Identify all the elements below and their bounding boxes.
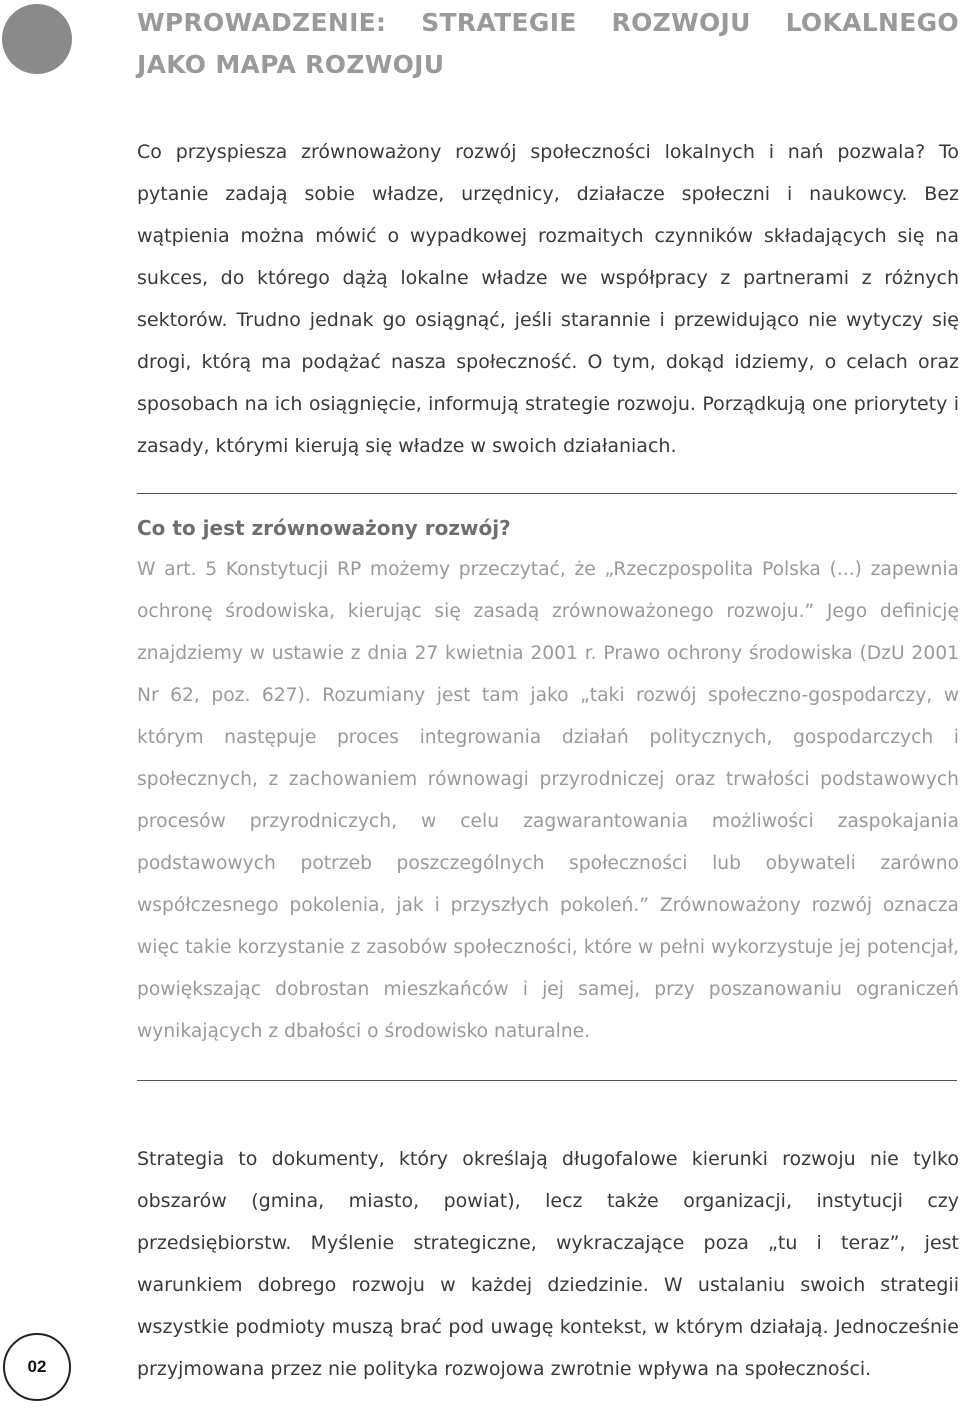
page-number: 02 (27, 1357, 47, 1376)
box-bottom-divider (137, 1080, 957, 1081)
strategy-paragraph: Strategia to dokumenty, który określają długofalowe kierunki rozwoju nie tylko obszarów (gmina, miasto, powiat), lecz także organizacji, instytucji czy przedsiębiorstw. Myślenie strategiczne, wykraczające poza „tu i teraz”, jest warunkiem dobrego rozwoju w każdej dziedzinie. W ustalaniu swoich strategii wszystkie podmioty muszą brać pod uwagę kontekst, w którym działają. Jednocześnie przyjmowana przez nie polityka rozwojowa zwrotnie wpływa na społeczności. (137, 1148, 959, 1380)
sustainable-development-definition: W art. 5 Konstytucji RP możemy przeczytać, że „Rzeczpospolita Polska (...) zapewnia ochronę środowiska, kierując się zasadą zrównoważonego rozwoju.” Jego definicję znajdziemy w ustawie z dnia 27 kwietnia 2001 r. Prawo ochrony środowiska (DzU 2001 Nr 62, poz. 627). Rozumiany jest tam jako „taki rozwój społeczno-gospodarczy, w którym następuje proces integrowania działań politycznych, gospodarczych i społecznych, z zachowaniem równowagi przyrodniczej oraz trwałości podstawowych procesów przyrodniczych, w celu zagwarantowania możliwości zaspokajania podstawowych potrzeb poszczególnych społeczności lub obywateli zarówno współczesnego pokolenia, jak i przyszłych pokoleń.” Zrównoważony rozwój oznacza więc takie korzystanie z zasobów społeczności, które w pełni wykorzystuje jej potencjał, powiększając dobrostan mieszkańców i jej samej, przy poszanowaniu ograniczeń wynikających z dbałości o środowisko naturalne. (137, 559, 959, 1042)
sustainable-development-heading: Co to jest zrównoważony rozwój? (137, 516, 511, 540)
page-title: WPROWADZENIE: STRATEGIE ROZWOJU LOKALNEGO JAKO MAPA ROZWOJU (137, 8, 959, 79)
intro-paragraph: Co przyspiesza zrównoważony rozwój społeczności lokalnych i nań pozwala? To pytanie zadają sobie władze, urzędnicy, działacze społeczni i naukowcy. Bez wątpienia można mówić o wypadkowej rozmaitych czynników składających się na sukces, do którego dążą lokalne władze we współpracy z partnerami z różnych sektorów. Trudno jednak go osiągnąć, jeśli starannie i przewidująco nie wytyczy się drogi, którą ma podążać nasza społeczność. O tym, dokąd idziemy, o celach oraz sposobach na ich osiągnięcie, informują strategie rozwoju. Porządkują one priorytety i zasady, którymi kierują się władze w swoich działaniach. (137, 141, 959, 457)
header-circle-decoration (2, 4, 72, 74)
box-top-divider (137, 493, 957, 494)
page-number-badge (3, 1333, 71, 1401)
